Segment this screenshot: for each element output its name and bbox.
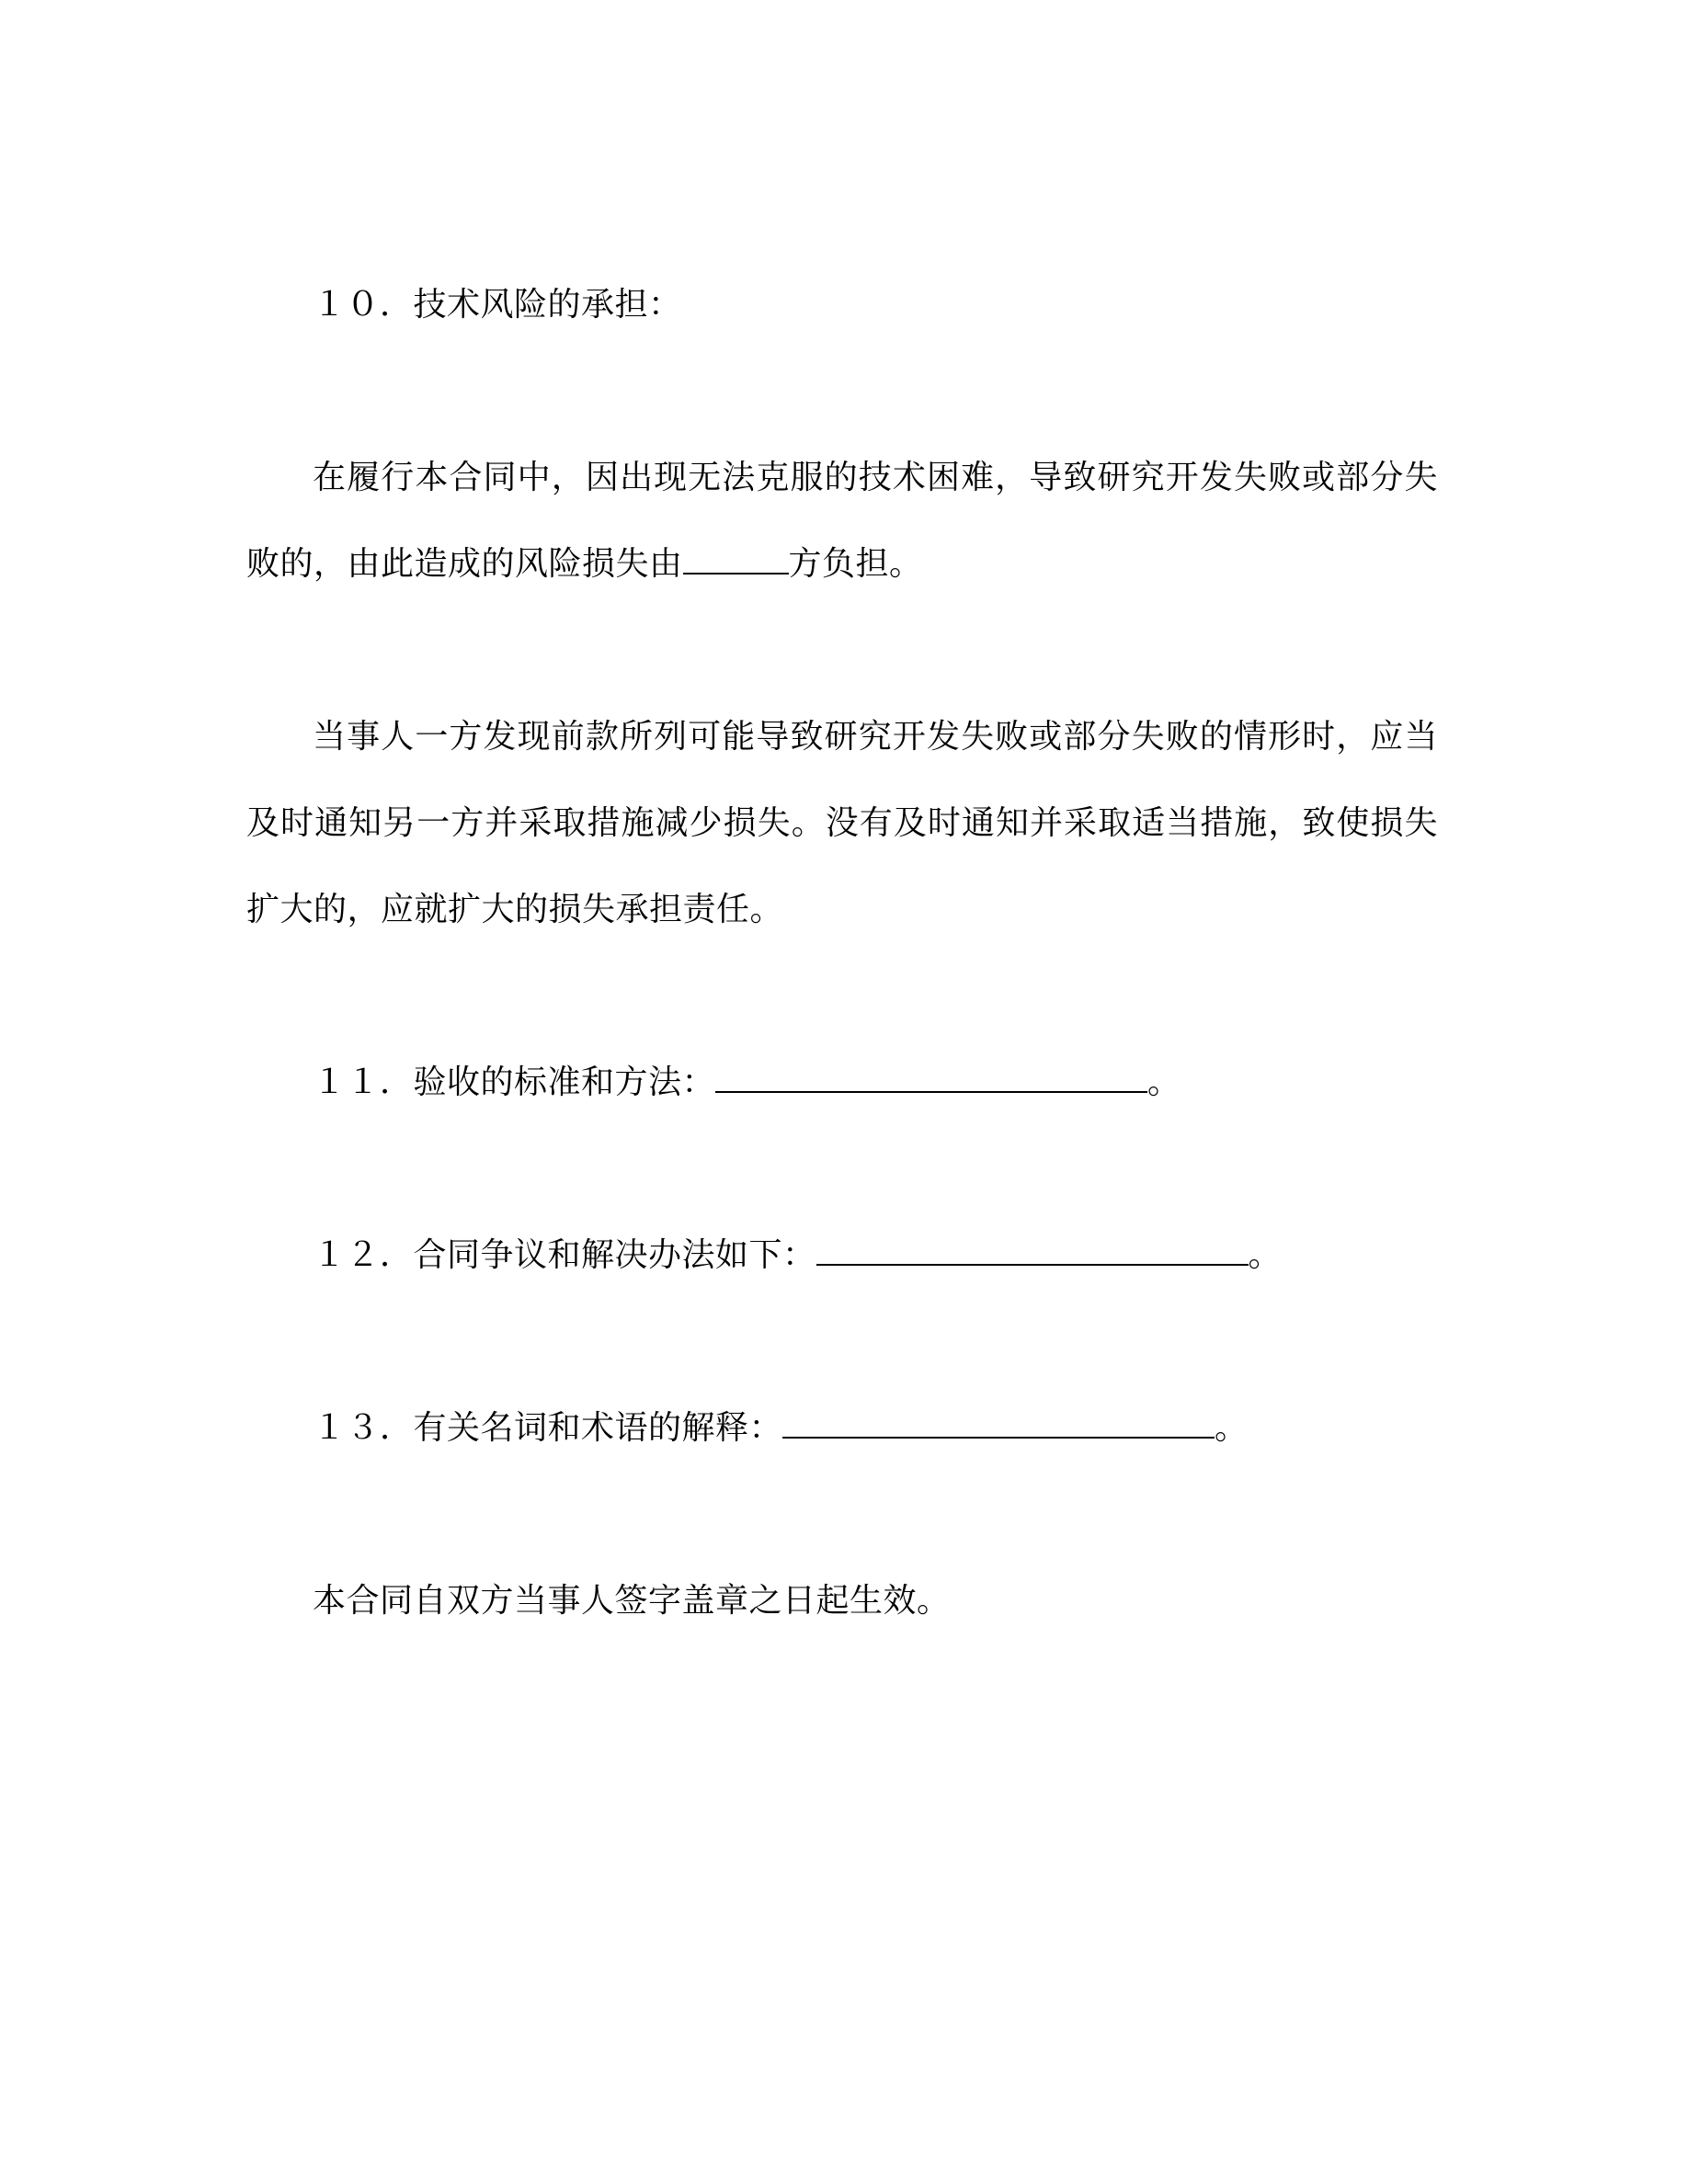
clause12-label: １２．合同争议和解决办法如下： xyxy=(313,1236,816,1273)
clause10-paragraph-2: 当事人一方发现前款所列可能导致研究开发失败或部分失败的情形时，应当及时通知另一方并采取措施减少损失。没有及时通知并采取适当措施，致使损失扩大的，应就扩大的损失承担责任。 xyxy=(246,718,1438,927)
clause12-terminator: 。 xyxy=(1248,1236,1283,1273)
fill-in-blank-acceptance-standard xyxy=(715,1060,1147,1093)
clause12-line xyxy=(246,1211,1438,1298)
clause10-paragraph-1-text: 在履行本合同中，因出现无法克服的技术困难，导致研究开发失败或部分失败的，由此造成的风险损失由 xyxy=(246,459,1438,582)
clause11-label: １１．验收的标准和方法： xyxy=(313,1064,716,1100)
clause10-paragraph-1-tail: 方负担。 xyxy=(788,545,923,582)
clause11-line xyxy=(246,1039,1438,1125)
closing-statement: 本合同自双方当事人签字盖章之日起生效。 xyxy=(313,1582,951,1619)
clause11-terminator: 。 xyxy=(1147,1064,1181,1100)
document-body xyxy=(246,261,1438,1644)
clause13-terminator: 。 xyxy=(1215,1409,1249,1446)
fill-in-blank-dispute-resolution xyxy=(816,1233,1249,1266)
clause13-label: １３．有关名词和术语的解释： xyxy=(313,1409,783,1446)
clause10-title: １０．技术风险的承担： xyxy=(313,286,682,323)
clause10-paragraph-1 xyxy=(246,434,1438,607)
clause13-line xyxy=(246,1384,1438,1471)
fill-in-blank-terms-explanation xyxy=(782,1405,1215,1439)
fill-in-blank-risk-bearer xyxy=(683,541,789,574)
